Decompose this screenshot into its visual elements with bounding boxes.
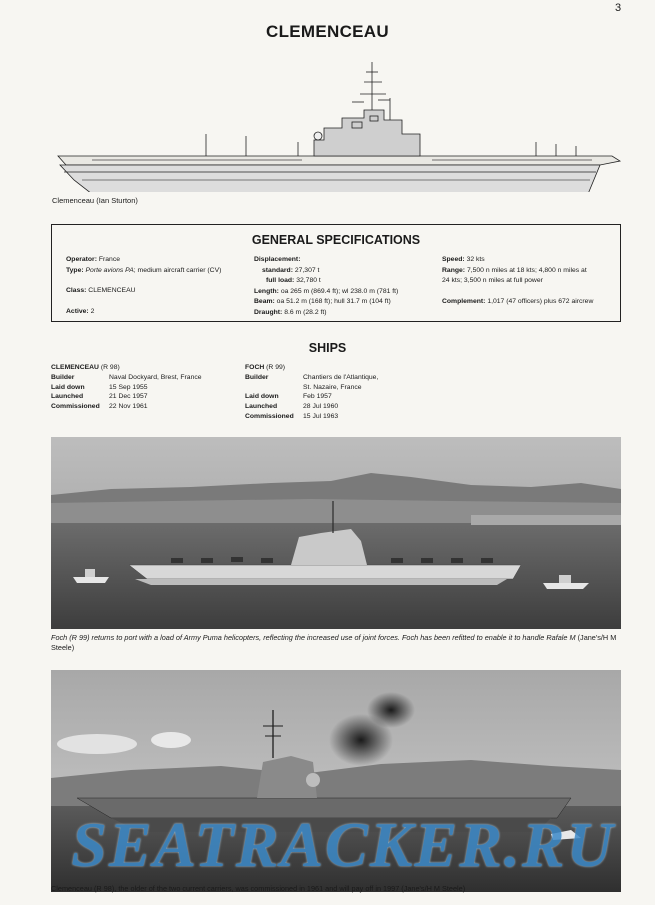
ship1-launched-value: 21 Dec 1957	[109, 393, 148, 401]
spec-column-right	[442, 255, 620, 307]
ship1-launched-label: Launched	[51, 393, 84, 401]
active-label: Active:	[66, 307, 89, 315]
operator-label: Operator:	[66, 256, 97, 263]
operator-value: France	[98, 256, 121, 263]
active-value: 2	[90, 307, 95, 315]
photo-foch-harbour	[51, 437, 621, 629]
complement-label: Complement:	[442, 297, 486, 305]
photo1-caption-credit: (Jane's/H M Steele)	[51, 633, 617, 652]
range-value-2: 24 kts; 3,500 n miles at full power	[442, 277, 543, 284]
ships-heading: SHIPS	[308, 341, 347, 355]
ship-foch-table	[245, 363, 445, 422]
beam-value: oa 51.2 m (168 ft); hull 31.7 m (104 ft)	[276, 298, 391, 305]
ship2-name: FOCH	[245, 364, 265, 371]
type-value: ; medium aircraft carrier (CV)	[133, 266, 222, 274]
standard-label: standard:	[262, 266, 293, 274]
page-number: 3	[615, 2, 622, 14]
drawing-caption: Clemenceau (Ian Sturton)	[52, 196, 138, 205]
ship1-commissioned-label: Commissioned	[51, 403, 100, 411]
displacement-label: Displacement:	[254, 256, 301, 263]
fullload-label: full load:	[266, 277, 295, 284]
watermark-text: SEATRACKER.RU	[71, 809, 615, 880]
general-specifications-box	[51, 224, 621, 322]
complement-value: 1,017 (47 officers) plus 672 aircrew	[487, 297, 594, 305]
type-value-italic: Porte avions PA	[85, 266, 134, 274]
ship1-laiddown-label: Laid down	[51, 383, 85, 391]
carrier-profile-drawing	[52, 60, 622, 192]
ship-clemenceau-table	[51, 363, 241, 412]
class-label: Class:	[66, 287, 87, 294]
length-label: Length:	[254, 287, 279, 295]
ship2-launched-value: 28 Jul 1960	[303, 403, 339, 411]
fullload-value: 32,780 t	[296, 277, 321, 284]
ship2-commissioned-value: 15 Jul 1963	[303, 412, 339, 420]
ship1-builder-label: Builder	[51, 373, 75, 381]
ship2-laiddown-label: Laid down	[245, 393, 279, 401]
photo2-caption: Clemenceau (R 98), the older of the two current carriers, was commissioned in 1961 and will pay off in 1997 (Jane's/H M Steele)	[51, 884, 466, 893]
photo1-caption	[51, 633, 621, 653]
speed-value: 32 kts	[466, 256, 485, 263]
type-label: Type:	[66, 266, 84, 274]
ship2-launched-label: Launched	[245, 403, 278, 411]
ship2-laiddown-value: Feb 1957	[303, 393, 332, 401]
ship2-builder-label: Builder	[245, 373, 269, 381]
photo1-caption-rafale: Rafale M	[546, 633, 576, 642]
beam-label: Beam:	[254, 298, 275, 305]
ship2-commissioned-label: Commissioned	[245, 412, 294, 420]
ship1-laiddown-value: 15 Sep 1955	[109, 383, 148, 391]
spec-column-left	[66, 255, 256, 317]
ship1-name: CLEMENCEAU	[51, 364, 99, 371]
draught-value: 8.6 m (28.2 ft)	[284, 308, 327, 316]
spec-column-middle	[254, 255, 444, 318]
ship1-pennant: (R 98)	[100, 364, 120, 371]
photo1-caption-text: Foch (R 99) returns to port with a load of Army Puma helicopters, reflecting the increased use of joint forces. Foch has been refitted to enable it to handle	[51, 633, 545, 642]
range-label: Range:	[442, 266, 466, 274]
ship2-builder-value-2: St. Nazaire, France	[303, 383, 362, 391]
class-value: CLEMENCEAU	[88, 287, 136, 294]
specifications-heading: GENERAL SPECIFICATIONS	[251, 233, 421, 247]
length-value: oa 265 m (869.4 ft); wl 238.0 m (781 ft)	[280, 287, 399, 295]
draught-label: Draught:	[254, 308, 283, 316]
page-title: CLEMENCEAU	[266, 22, 389, 41]
ship2-builder-value-1: Chantiers de l'Atlantique,	[303, 373, 379, 381]
range-value-1: 7,500 n miles at 18 kts; 4,800 n miles at	[466, 266, 587, 274]
ship1-builder-value: Naval Dockyard, Brest, France	[109, 373, 202, 381]
ship1-commissioned-value: 22 Nov 1961	[109, 403, 148, 411]
speed-label: Speed:	[442, 256, 465, 263]
standard-value: 27,307 t	[294, 266, 320, 274]
ship2-pennant: (R 99)	[266, 364, 286, 371]
